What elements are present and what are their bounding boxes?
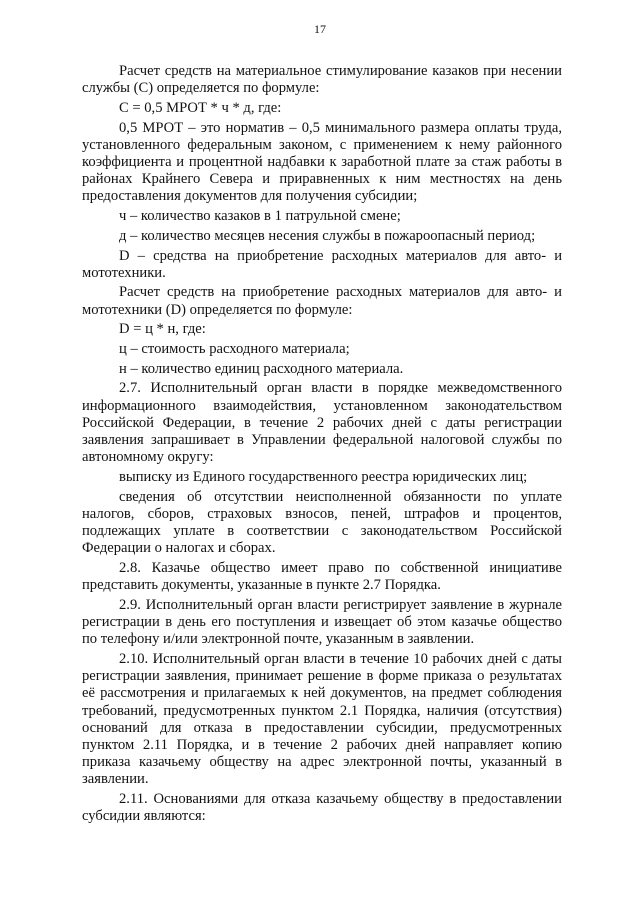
paragraph-2-11: 2.11. Основаниями для отказа казачьему обществу в предоставлении субсидии являются: [82,791,562,825]
paragraph-materials-calc: Расчет средств на приобретение расходных материалов для авто- и мототехники (D) определяется по формуле: [82,284,562,318]
paragraph-stimulus-calc: Расчет средств на материальное стимулирование казаков при несении службы (С) определяется по формуле: [82,63,562,97]
formula-c: С = 0,5 МРОТ * ч * д, где: [119,99,282,116]
paragraph-d-months-definition: д – количество месяцев несения службы в пожароопасный период; [119,227,536,244]
paragraph-2-9: 2.9. Исполнительный орган власти регистрирует заявление в журнале регистрации в день его поступления и извещает об этом казачье общество по телефону и/или электронной почте, указанным в заявлении. [82,596,562,648]
page-number: 17 [314,22,326,36]
paragraph-d-materials-definition: D – средства на приобретение расходных материалов для авто- и мототехники. [82,247,562,281]
paragraph-n-definition: н – количество единиц расходного материала. [119,360,404,377]
paragraph-ch-definition: ч – количество казаков в 1 патрульной смене; [119,208,401,225]
formula-d: D = ц * н, где: [119,321,206,338]
paragraph-2-7: 2.7. Исполнительный орган власти в порядке межведомственного информационного взаимодействия, установленном законодательством Российской Федерации, в течение 2 рабочих дней с даты регистрации заявления запрашивает в Управлении федеральной налоговой службы по автономному округу: [82,380,562,466]
paragraph-2-10: 2.10. Исполнительный орган власти в течение 10 рабочих дней с даты регистрации заявления, принимает решение в форме приказа о результатах её рассмотрения и прилагаемых к ней документов, на предмет соблюдения требований, предусмотренных пунктом 2.1 Порядка, наличия (отсутствия) оснований для отказа в предоставлении субсидии, предусмотренных пунктом 2.11 Порядка, и в течение 2 рабочих дней направляет копию приказа казачьему обществу на адрес электронной почты, указанный в заявлении. [82,651,562,788]
paragraph-mrot-definition: 0,5 МРОТ – это норматив – 0,5 минимального размера оплаты труда, установленного федеральным законом, с применением к нему районного коэффициента и процентной надбавки к заработной плате за стаж работы в районах Крайнего Севера и приравненных к ним местностях на день предоставления документов для получения субсидии; [82,119,562,205]
paragraph-tax-info: сведения об отсутствии неисполненной обязанности по уплате налогов, сборов, страховых взносов, пеней, штрафов и процентов, подлежащих уплате в соответствии с законодательством Российской Федерации о налогах и сборах. [82,488,562,557]
paragraph-ts-definition: ц – стоимость расходного материала; [119,341,350,358]
paragraph-egrul-extract: выписку из Единого государственного реестра юридических лиц; [119,468,528,485]
document-body [82,63,562,828]
paragraph-2-8: 2.8. Казачье общество имеет право по собственной инициативе представить документы, указанные в пункте 2.7 Порядка. [82,559,562,594]
